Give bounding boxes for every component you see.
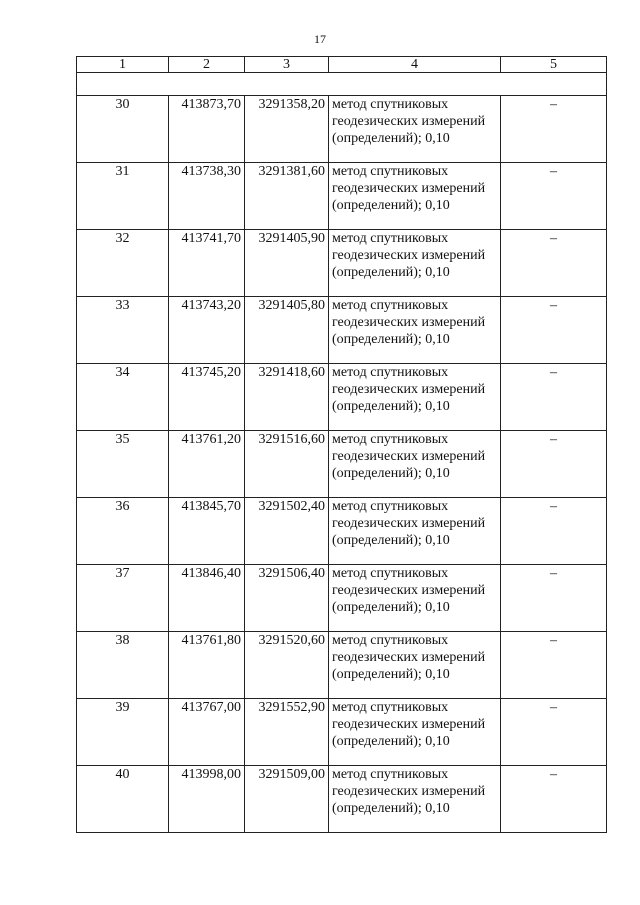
table-row	[77, 632, 607, 699]
coordinate-x: 413767,00	[169, 699, 245, 766]
note-dash: –	[501, 632, 607, 699]
table-row	[77, 163, 607, 230]
coordinate-y: 3291405,80	[245, 297, 329, 364]
point-number: 38	[77, 632, 169, 699]
coordinate-x: 413846,40	[169, 565, 245, 632]
column-header: 2	[169, 57, 245, 73]
section-spacer-cell	[77, 73, 607, 96]
method-text: метод спутниковых геодезических измерений (определений); 0,10	[329, 364, 501, 431]
table-row	[77, 565, 607, 632]
table-header-row	[77, 57, 607, 73]
method-text: метод спутниковых геодезических измерений (определений); 0,10	[329, 431, 501, 498]
table-row	[77, 96, 607, 163]
note-dash: –	[501, 565, 607, 632]
coordinate-x: 413998,00	[169, 766, 245, 833]
method-text: метод спутниковых геодезических измерений (определений); 0,10	[329, 565, 501, 632]
coordinate-x: 413743,20	[169, 297, 245, 364]
point-number: 31	[77, 163, 169, 230]
coordinate-y: 3291405,90	[245, 230, 329, 297]
point-number: 32	[77, 230, 169, 297]
coordinate-y: 3291509,00	[245, 766, 329, 833]
point-number: 33	[77, 297, 169, 364]
method-text: метод спутниковых геодезических измерений (определений); 0,10	[329, 163, 501, 230]
coordinate-y: 3291552,90	[245, 699, 329, 766]
coordinate-x: 413761,20	[169, 431, 245, 498]
coordinate-y: 3291520,60	[245, 632, 329, 699]
coordinate-x: 413873,70	[169, 96, 245, 163]
page-number: 17	[314, 32, 326, 46]
table-row	[77, 431, 607, 498]
note-dash: –	[501, 163, 607, 230]
note-dash: –	[501, 498, 607, 565]
coordinate-x: 413845,70	[169, 498, 245, 565]
coordinates-table	[76, 56, 607, 833]
coordinate-y: 3291418,60	[245, 364, 329, 431]
method-text: метод спутниковых геодезических измерений (определений); 0,10	[329, 766, 501, 833]
coordinate-y: 3291502,40	[245, 498, 329, 565]
note-dash: –	[501, 96, 607, 163]
note-dash: –	[501, 297, 607, 364]
column-header: 4	[329, 57, 501, 73]
column-header: 3	[245, 57, 329, 73]
coordinate-x: 413761,80	[169, 632, 245, 699]
note-dash: –	[501, 699, 607, 766]
method-text: метод спутниковых геодезических измерений (определений); 0,10	[329, 699, 501, 766]
coordinate-x: 413738,30	[169, 163, 245, 230]
coordinate-y: 3291516,60	[245, 431, 329, 498]
column-header: 5	[501, 57, 607, 73]
table-row	[77, 699, 607, 766]
point-number: 34	[77, 364, 169, 431]
table-row	[77, 364, 607, 431]
method-text: метод спутниковых геодезических измерений (определений); 0,10	[329, 230, 501, 297]
point-number: 37	[77, 565, 169, 632]
point-number: 36	[77, 498, 169, 565]
method-text: метод спутниковых геодезических измерений (определений); 0,10	[329, 96, 501, 163]
note-dash: –	[501, 230, 607, 297]
method-text: метод спутниковых геодезических измерений (определений); 0,10	[329, 297, 501, 364]
coordinate-x: 413741,70	[169, 230, 245, 297]
point-number: 35	[77, 431, 169, 498]
table-row	[77, 766, 607, 833]
table-row	[77, 230, 607, 297]
coordinate-y: 3291506,40	[245, 565, 329, 632]
section-spacer-row	[77, 73, 607, 96]
note-dash: –	[501, 431, 607, 498]
coordinate-y: 3291381,60	[245, 163, 329, 230]
column-header: 1	[77, 57, 169, 73]
point-number: 40	[77, 766, 169, 833]
point-number: 30	[77, 96, 169, 163]
coordinate-x: 413745,20	[169, 364, 245, 431]
point-number: 39	[77, 699, 169, 766]
coordinate-y: 3291358,20	[245, 96, 329, 163]
method-text: метод спутниковых геодезических измерений (определений); 0,10	[329, 632, 501, 699]
note-dash: –	[501, 364, 607, 431]
method-text: метод спутниковых геодезических измерений (определений); 0,10	[329, 498, 501, 565]
table-row	[77, 297, 607, 364]
note-dash: –	[501, 766, 607, 833]
table-row	[77, 498, 607, 565]
